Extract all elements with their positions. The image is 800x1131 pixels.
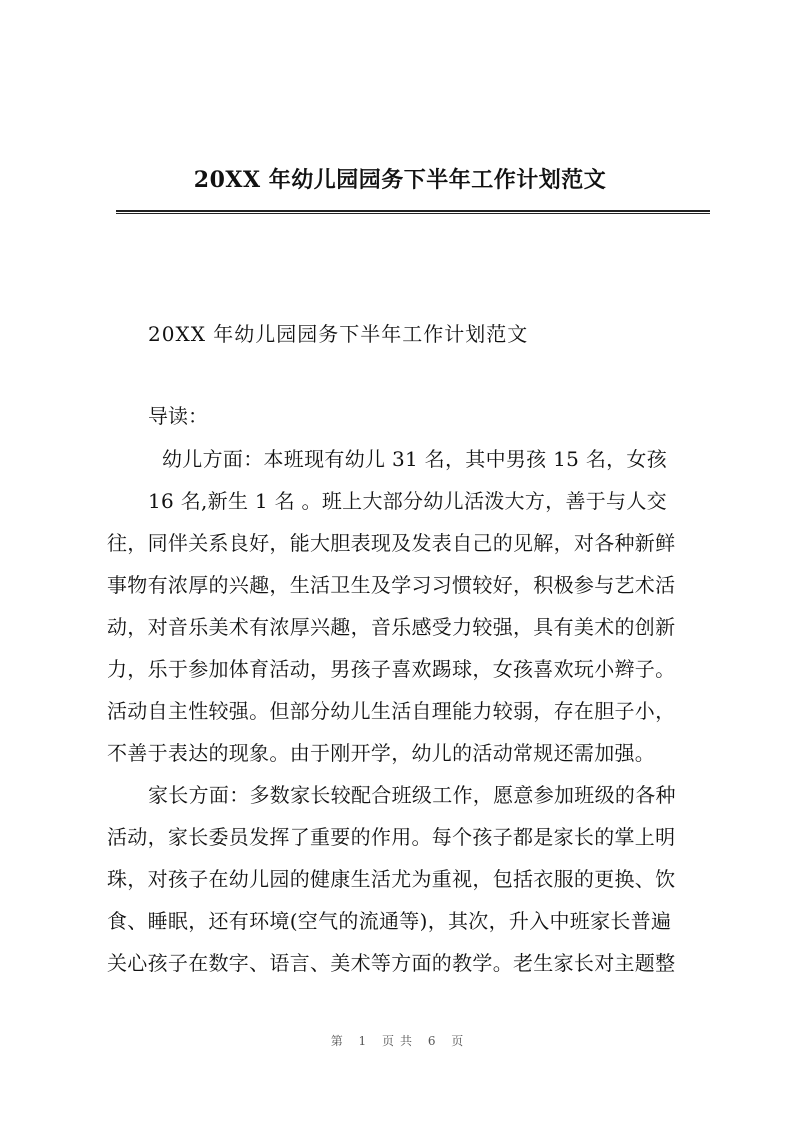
header-divider <box>116 210 710 214</box>
paragraph-line: 珠，对孩子在幼儿园的健康生活尤为重视，包括衣服的更换、饮 <box>107 867 676 891</box>
paragraph-line: 不善于表达的现象。由于刚开学，幼儿的活动常规还需加强。 <box>107 741 656 765</box>
paragraph-line: 关心孩子在数字、语言、美术等方面的教学。老生家长对主题整 <box>107 951 676 975</box>
document-title: 20XX 年幼儿园园务下半年工作计划范文 <box>148 322 529 346</box>
paragraph-line: 力，乐于参加体育活动，男孩子喜欢踢球，女孩喜欢玩小辫子。 <box>107 657 676 681</box>
paragraph-line: 幼儿方面：本班现有幼儿 31 名，其中男孩 15 名，女孩 <box>162 447 668 471</box>
paragraph-line: 食、睡眠，还有环境(空气的流通等)，其次，升入中班家长普遍 <box>107 909 672 933</box>
guide-label: 导读： <box>148 404 208 428</box>
paragraph-line: 家长方面：多数家长较配合班级工作，愿意参加班级的各种 <box>148 783 676 807</box>
paragraph-line: 活动自主性较强。但部分幼儿生活自理能力较弱，存在胆子小， <box>107 699 676 723</box>
paragraph-line: 动，对音乐美术有浓厚兴趣，音乐感受力较强，具有美术的创新 <box>107 615 676 639</box>
paragraph-line: 事物有浓厚的兴趣，生活卫生及学习习惯较好，积极参与艺术活 <box>107 573 676 597</box>
page-header-title: 20XX 年幼儿园园务下半年工作计划范文 <box>193 167 607 193</box>
paragraph-line: 16 名,新生 1 名 。班上大部分幼儿活泼大方，善于与人交 <box>148 489 667 513</box>
paragraph-line: 活动，家长委员发挥了重要的作用。每个孩子都是家长的掌上明 <box>107 825 676 849</box>
page-footer: 第 1 页共 6 页 <box>330 1034 470 1048</box>
paragraph-line: 往，同伴关系良好，能大胆表现及发表自己的见解，对各种新鲜 <box>107 531 676 555</box>
